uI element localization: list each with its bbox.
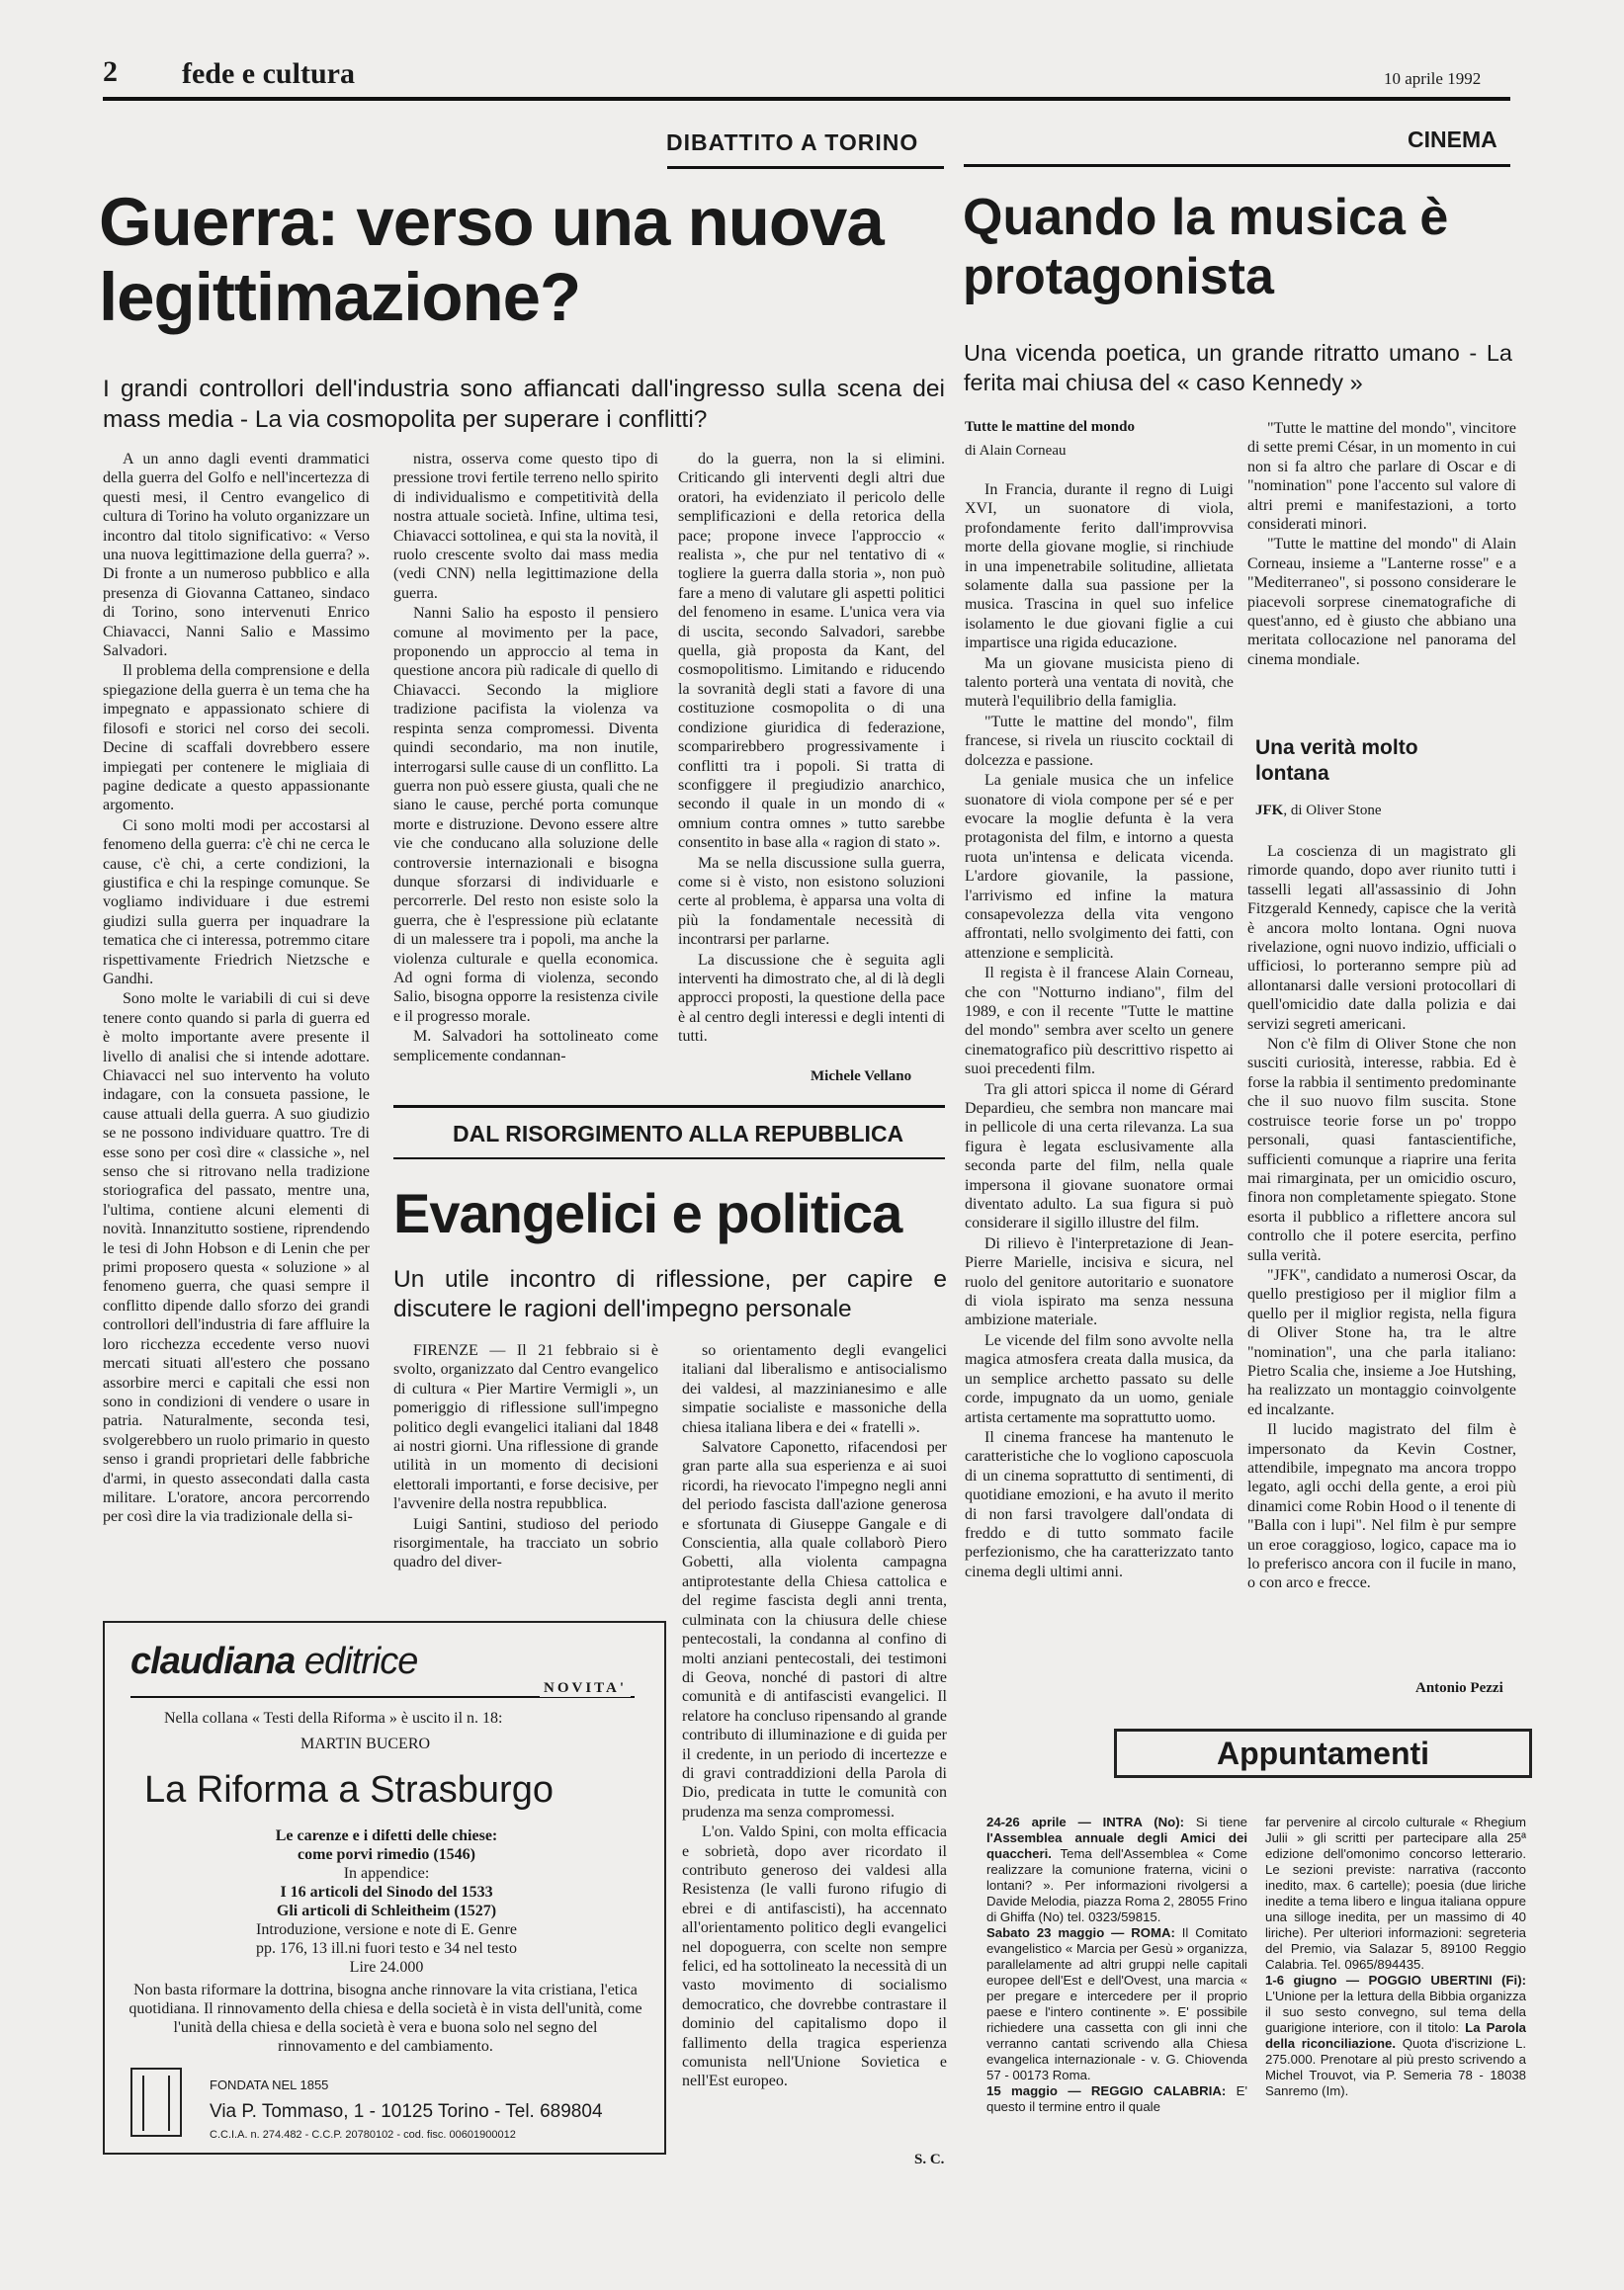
article-column: [1247, 419, 1516, 670]
kicker-rule: [964, 164, 1510, 167]
paragraph: Tra gli attori spicca il nome di Gérard Depardieu, che sembra non mancare mai in pellicole di una certa rilevanza. La sua figura è legata esclusivamente alla seconda parte del film, nella quale impersona il giovane suonatore ormai diventato adulto. La sua figura si può considerare il sigillo illustre del film.: [965, 1080, 1234, 1232]
article-column: [678, 450, 945, 1048]
paragraph: Non c'è film di Oliver Stone che non susciti curiosità, interesse, rabbia. Ed è forse la rabbia il sentimento predominante che il suo nuovo film suscita. Stone costruisce teorie forse un po' troppo personali, quasi fantascientifiche, sufficienti comunque a riaprire una ferita mai rimarginata, per un omicidio oscuro, finora non completamente spiegato. Stone esorta il pubblico a riflettere ancora sul controllo che il potere esercita, perfino sulla verità.: [1247, 1036, 1516, 1264]
paragraph: Salvatore Caponetto, rifacendosi per gran parte alla sua esperienza e ai suoi ricordi, ha rievocato l'impegno negli anni del periodo fascista dall'azione generosa e sfortunata di Giuseppe Gangale e di Conscientia, alla quale collaborò Piero Gobetti, alla violenta campagna antiprotestante della Chiesa cattolica e del regime fascista degli anni trenta, culminata con la chiusura delle chiese pentecostali, la condanna al confino di molti anziani pentecostali, dei testimoni di Geova, nonché di pastori di altre comunità e di antifascisti evangelici. Il relatore ha concluso ripensando al grande contributo di illuminazione e di guida per il credente, in un periodo di incertezze e di gravi contraddizioni della Parola di Dio, predicata in tutte le comunità con prudenza ma senza compromessi.: [682, 1439, 947, 1821]
page-number: 2: [103, 55, 118, 88]
paragraph: In Francia, durante il regno di Luigi XVI, un suonatore di viola, profondamente ferito dall'improvvisa morte della giovane moglie, si rinchiude in una impenetrabile solitudine, allietata solamente dalla sua passione per la musica. Trascina in quel suo infelice isolamento le due giovani figlie a cui impartisce una rigida educazione.: [965, 481, 1234, 652]
director-stone: , di Oliver Stone: [1283, 803, 1382, 818]
book-details: [125, 1826, 648, 1977]
detail-line: Lire 24.000: [349, 1959, 424, 1976]
book-author: MARTIN BUCERO: [300, 1736, 431, 1752]
detail-line: I 16 articoli del Sinodo del 1533: [280, 1884, 493, 1901]
kicker-rule: [667, 166, 944, 169]
paragraph: Il lucido magistrato del film è impersonato da Kevin Costner, attendibile, impegnato ma ancora troppo legato, agli occhi della gente, a eroi più dinamici come Robin Hood o il tenente di "Balla con i lupi". Nel film è pur sempre un eroe coraggioso, logico, capace ma io lo preferisco ancora con il fucile in mano, o con arco e frecce.: [1247, 1421, 1516, 1592]
paragraph: Nanni Salio ha esposto il pensiero comune al movimento per la pace, proponendo un approccio al tema in questione ancora più radicale di quello di Chiavacci. Secondo la migliore tradizione pacifista la violenza va respinta senza compromessi. Diventa quindi secondario, ma non inutile, interrogarsi sulle cause di un conflitto. La guerra non può essere giusta, quali che ne siano le cause, perché porta comunque morte e distruzione. Devono essere altre vie che conducano alla soluzione delle controversie internazionali e bisogna dunque sforzarsi di individuarle e percorrerle. Del resto non esiste solo la guerra, che è l'espressione più eclatante di un malessere tra i popoli, ma anche la violenza culturale e quella economica. Ad ogni forma di violenza, secondo Salio, bisogna opporre la resistenza civile e il progresso morale.: [393, 605, 658, 1025]
paragraph: Luigi Santini, studioso del periodo risorgimentale, ha tracciato un sobrio quadro del diver-: [393, 1515, 658, 1571]
paragraph: La discussione che è seguita agli interventi ha dimostrato che, al di là degli approcci proposti, la questione della pace è al centro degli interessi e degli intenti di tutti.: [678, 951, 945, 1046]
paragraph: FIRENZE — Il 21 febbraio si è svolto, organizzato dal Centro evangelico di cultura « Pier Martire Vermigli », un pomeriggio di riflessione sull'impegno politico degli evangelici italiani dal 1848 ai nostri giorni. Una riflessione di grande utilità in un momento di decisioni elettorali importanti, e forse decisive, per l'avvenire della nostra repubblica.: [393, 1342, 658, 1513]
paragraph: Sono molte le variabili di cui si deve tenere conto quando si parla di guerra ed è molto importante avere presente il livello di analisi che si intende adottare. Chiavacci nel suo intervento ha voluto indagare, con la consueta passione, le cause attuali della guerra. A suo giudizio se ne possono individuare quattro. Tre di esse sono per così dire « classiche », nel senso che si ritrovano nella tradizione storiografica del passato, mentre una, l'ultima, contiene alcuni elementi di novità. Innanzitutto sostiene, riprendendo le tesi di John Hobson e di Lenin che per primi proposero questa « soluzione » al fenomeno guerra, che quasi sempre il conflitto dipende dallo sforzo dei grandi controllori dell'industria di fare affluire la loro ricchezza eccedente verso nuovi mercati situati all'estero che possano assorbire merci e capitali che essi non sono in condizioni di vendere o usare in patria. Naturalmente, seconda tesi, svolgerebbero un ruolo primario in questo senso i grandi proprietari delle fabbriche d'armi, in questo assecondati dalla casta militare. L'oratore, ancora percorrendo per così dire la via tradizionale della si-: [103, 990, 370, 1526]
paragraph: Il cinema francese ha mantenuto le caratteristiche che lo vogliono caposcuola di un cinema soprattutto di sentimenti, di quotidiane emozioni, e ha avuto il merito di non farsi travolgere dall'ondata di freddo e di tutto sommato facile perfezionismo, che ha caratterizzato tanto cinema degli ultimi anni.: [965, 1428, 1234, 1580]
kicker-risorgimento: DAL RISORGIMENTO ALLA REPUBBLICA: [453, 1121, 904, 1146]
byline-vellano: Michele Vellano: [811, 1068, 912, 1084]
paragraph: "Tutte le mattine del mondo" di Alain Corneau, insieme a "Lanterne rosse" e a "Mediterraneo", si possono considerare le piacevoli sorprese cinematografiche di quest'anno, ed è giusto che abbiano una meritata collocazione nel panorama del cinema mondiale.: [1247, 536, 1516, 668]
kicker-cinema: CINEMA: [1408, 127, 1497, 152]
header-rule: [103, 97, 1510, 101]
subtitle-guerra: I grandi controllori dell'industria sono affiancati dall'ingresso sulla scena dei mass media - La via cosmopolita per superare i conflitti?: [103, 376, 945, 433]
byline-pezzi: Antonio Pezzi: [1415, 1680, 1503, 1696]
detail-line: pp. 176, 13 ill.ni fuori testo e 34 nel testo: [256, 1940, 517, 1957]
paragraph: Ma se nella discussione sulla guerra, come si è visto, non esistono soluzioni certe al problema, è apparsa una volta di più la fondamentale necessità di incontrarsi per parlarne.: [678, 854, 945, 949]
detail-line: Introduzione, versione e note di E. Genre: [256, 1921, 517, 1938]
detail-line: Le carenze e i difetti delle chiese:: [275, 1827, 498, 1844]
headline-cinema: Quando la musica è protagonista: [963, 189, 1449, 305]
series-note: Nella collana « Testi della Riforma » è uscito il n. 18:: [164, 1710, 503, 1727]
detail-line: Gli articoli di Schleitheim (1527): [276, 1903, 497, 1919]
founded-note: FONDATA NEL 1855: [210, 2078, 329, 2092]
detail-line: In appendice:: [343, 1865, 430, 1882]
subtitle-cinema: Una vicenda poetica, un grande ritratto umano - La ferita mai chiusa del « caso Kennedy »: [964, 340, 1512, 395]
paragraph: Il problema della comprensione e della spiegazione della guerra è un tema che ha impegnato e appassionato schiere di filosofi e storici nel corso dei secoli. Decine di scaffali dovrebbero essere impiegati per contenere le migliaia di pagine dedicate a questo appassionante argomento.: [103, 662, 370, 814]
subtitle-evangelici: Un utile incontro di riflessione, per capire e discutere le ragioni dell'impegno personale: [393, 1266, 947, 1322]
paragraph: La geniale musica che un infelice suonatore di viola compone per sé e per evocare la moglie defunta è la vera protagonista del film, e intorno a questa ruota un'intensa e delicata vicenda. L'ardore giovanile, la passione, l'arrivismo ed infine la matura consapevolezza della vita vengono affrontati, nello svolgimento dei fatti, con attenzione e semplicità.: [965, 772, 1234, 962]
section-title: fede e cultura: [182, 57, 355, 90]
publisher-emblem: [130, 2068, 182, 2137]
appointments-column: far pervenire al circolo culturale « Rhegium Julii » gli scritti per partecipare alla 25ª edizione dell'omonimo concorso letterario. Le sezioni previste: narrativa (racconto inedito, max. 6 cartelle); poesia (due liriche inedite a tema libero e lingua italiana oppure una silloge inedita, per un massimo di 40 liriche). Per ulteriori informazioni: segreteria del Premio, via Salazar 5, 89100 Reggio Calabria. Tel. 0965/894435. 1-6 giugno — POGGIO UBERTINI (Fi): L'Unione per la lettura della Bibbia organizza il suo sesto convegno, sul tema della guarigione interiore, con il titolo: La Parola della riconciliazione. Quota d'iscrizione L. 275.000. Prenotare al più presto scrivendo a Michel Trouvot, via P. Semeria 78 - 18038 Sanremo (Im).: [1265, 1815, 1527, 2098]
film-credit-jfk: [1255, 803, 1382, 819]
paragraph: Di rilievo è l'interpretazione di Jean-Pierre Marielle, incisiva e sicura, nel ruolo del genitore autoritario e suonatore di viola ispirato ma senza nessuna ambizione materiale.: [965, 1234, 1234, 1329]
publisher-logo: [130, 1641, 417, 1683]
claudiana-ad: [103, 1621, 666, 2155]
paragraph: do la guerra, non la si elimini. Criticando gli interventi degli altri due oratori, ha evidenziato il pericolo delle semplificazioni e della retorica della pace; propone invece l'approccio « realista », che pur nel tentativo di « togliere la guerra dalla storia », non può fare a meno di valutare gli aspetti politici del fenomeno in esame. L'unica vera via di uscita, secondo Salvadori, sarebbe quella, già proposta da Kant, del cosmopolitismo. Limitando e riducendo la sovranità degli stati a favore di una costituzione cosmopolita o di una condizione giuridica di federazione, scomparirebbero progressivamente i conflitti tra i popoli. Si tratta di sconfiggere il pregiudizio anarchico, secondo il quale in un mondo di « omnium contra omnes » tutto sarebbe consentito in base alla « ragion di stato ».: [678, 451, 945, 852]
appuntamenti-box: [1114, 1729, 1532, 1778]
publisher-address: Via P. Tommaso, 1 - 10125 Torino - Tel. 689804: [210, 2101, 603, 2122]
article-column: [682, 1341, 947, 2092]
article-column: [1247, 842, 1516, 1594]
section-rule: [393, 1105, 945, 1108]
article-column: [393, 450, 658, 1066]
paragraph: Il regista è il francese Alain Corneau, che con "Notturno indiano", film del 1989, e con il recente "Tutte le mattine del mondo" sembra aver scelto un genere cinematografico più descrittivo rispetto ai suoi precedenti film.: [965, 965, 1234, 1078]
publisher-name: claudiana: [130, 1641, 296, 1682]
director-corneau: di Alain Corneau: [965, 443, 1067, 459]
article-column: [965, 480, 1234, 1582]
novita-label: NOVITA': [540, 1680, 631, 1697]
appuntamenti-title: Appuntamenti: [1216, 1736, 1430, 1771]
publisher-registry: C.C.I.A. n. 274.482 - C.C.P. 20780102 - cod. fisc. 00601900012: [210, 2129, 516, 2141]
paragraph: La coscienza di un magistrato gli rimorde quando, dopo aver riunito tutti i tasselli legati all'assassinio di John Fitzgerald Kennedy, capisce che la verità è ancora molto lontana. Ogni nuova rivelazione, ogni nuovo indizio, ufficiali o ufficiosi, lo porteranno sempre più ad allontanarsi dalle versioni protocollari di quell'omicidio date dalla polizia e dai servizi segreti americani.: [1247, 843, 1516, 1033]
headline-evangelici: Evangelici e politica: [393, 1182, 902, 1244]
book-title: La Riforma a Strasburgo: [144, 1769, 554, 1811]
paragraph: A un anno dagli eventi drammatici della guerra del Golfo e nell'incertezza di questi mesi, il Centro evangelico di cultura di Torino ha voluto organizzare un incontro dal titolo significativo: « Verso una nuova legittimazione della guerra? ». Di fronte a un numeroso pubblico e alla presenza di Giovanna Cattaneo, sindaco di Torino, sono intervenuti Enrico Chiavacci, Nanni Salio e Massimo Salvadori.: [103, 451, 370, 660]
paragraph: so orientamento degli evangelici italiani dal liberalismo e antisocialismo dei valdesi, al mazzinianesimo e alle simpatie socialiste e massoniche della chiesa italiana libera e dei « fratelli ».: [682, 1342, 947, 1436]
film-title-jfk: JFK: [1255, 803, 1284, 818]
paragraph: Le vicende del film sono avvolte nella magica atmosfera creata dalla musica, da un semplice archetto passato su delle corde, impugnato da un uomo, geniale artista certamente ma soprattutto uomo.: [965, 1331, 1234, 1426]
paragraph: M. Salvadori ha sottolineato come semplicemente condannan-: [393, 1028, 658, 1064]
appointments-column: 24-26 aprile — INTRA (No): Si tiene l'Assemblea annuale degli Amici dei quaccheri. Tema dell'Assemblea « Come realizzare la comunione fraterna, vicini o lontani? ». Per informazioni rivolgersi a Davide Melodia, piazza Roma 2, 28055 Frino di Ghiffa (No) tel. 0323/59815. Sabato 23 maggio — ROMA: Il Comitato evangelistico « Marcia per Gesù » organizza, parallelamente ad altri gruppi nelle capitali europee dell'Est e dell'Ovest, una marcia « per pregare e intercedere per il proprio paese e l'intero continente ». E' possibile richiedere una cassetta con gli inni che verranno cantati scrivendo alla Chiesa evangelica internazionale - v. G. Chiovenda 57 - 00173 Roma. 15 maggio — REGGIO CALABRIA: E' questo il termine entro il quale: [986, 1815, 1247, 2114]
subhead-verita: Una verità molto lontana: [1255, 736, 1418, 785]
paragraph: "Tutte le mattine del mondo", film francese, si rivela un riuscito cocktail di dolcezza e passione.: [965, 713, 1234, 769]
paragraph: Ci sono molti modi per accostarsi al fenomeno della guerra: c'è chi ne cerca le cause, c'è chi, a certe condizioni, la giustifica e chi la respinge comunque. Se vogliamo individuare i due estremi giudizi sulla guerra per inquadrare la tematica che ci interessa, potremmo citare rispettivamente Friedrich Nietzsche e Gandhi.: [103, 816, 370, 987]
paragraph: "JFK", candidato a numerosi Oscar, da quello prestigioso per il miglior film a quello per il miglior regista, nella figura di Oliver Stone ha, tra le altre "nomination", una che parla italiano: Pietro Scalia che, insieme a Joe Hutshing, ha realizzato un montaggio coinvolgente ed incalzante.: [1247, 1266, 1516, 1418]
article-column: [103, 450, 370, 1528]
publisher-suffix: editrice: [295, 1641, 418, 1682]
article-column: [393, 1341, 658, 1573]
detail-line: come porvi rimedio (1546): [298, 1846, 475, 1863]
paragraph: "Tutte le mattine del mondo", vincitore di sette premi César, in un momento in cui non si fa altro che parlare di Oscar e di "nomination" pone l'accento sul valore di altri premi e manifestazioni, a torto considerati minori.: [1247, 420, 1516, 534]
byline-sc: S. C.: [914, 2152, 945, 2167]
paragraph: L'on. Valdo Spini, con molta efficacia e sobrietà, dopo aver ricordato il contributo generoso dei valdesi alla Resistenza (le valli furono rifugio di ebrei e di antifascisti), ha accennato all'orientamento politico degli evangelici nel dopoguerra, con scelte non sempre felici, ed ha sottolineato la necessità di un vasto movimento di socialismo democratico, che dovrebbe contrastare il dominio del capitalismo dopo il fallimento della tragica esperienza comunista nell'Unione Sovietica e nell'Est europeo.: [682, 1824, 947, 2090]
film-title-mattine: Tutte le mattine del mondo: [965, 419, 1135, 435]
ad-blurb: Non basta riformare la dottrina, bisogna anche rinnovare la vita cristiana, l'etica quotidiana. Il rinnovamento della chiesa e della società è in vista dell'unità, come l'unità della chiesa e della società è vera e buona solo nel segno del rinnovamento e del cambiamento.: [128, 1982, 642, 2055]
paragraph: Ma un giovane musicista pieno di talento porterà una ventata di novità, che muterà l'equilibrio della famiglia.: [965, 654, 1234, 711]
issue-date: 10 aprile 1992: [1384, 69, 1482, 88]
headline-guerra: Guerra: verso una nuova legittimazione?: [99, 184, 884, 335]
paragraph: nistra, osserva come questo tipo di pressione trovi fertile terreno nello spirito di individualismo e competitività della nostra attuale società. Infine, ultima tesi, Chiavacci sottolinea, e qui sta la novità, il ruolo crescente svolto dai mass media (vedi CNN) nella legittimazione della guerra.: [393, 451, 658, 602]
kicker-dibattito: DIBATTITO A TORINO: [666, 129, 919, 155]
kicker-rule: [393, 1157, 945, 1159]
